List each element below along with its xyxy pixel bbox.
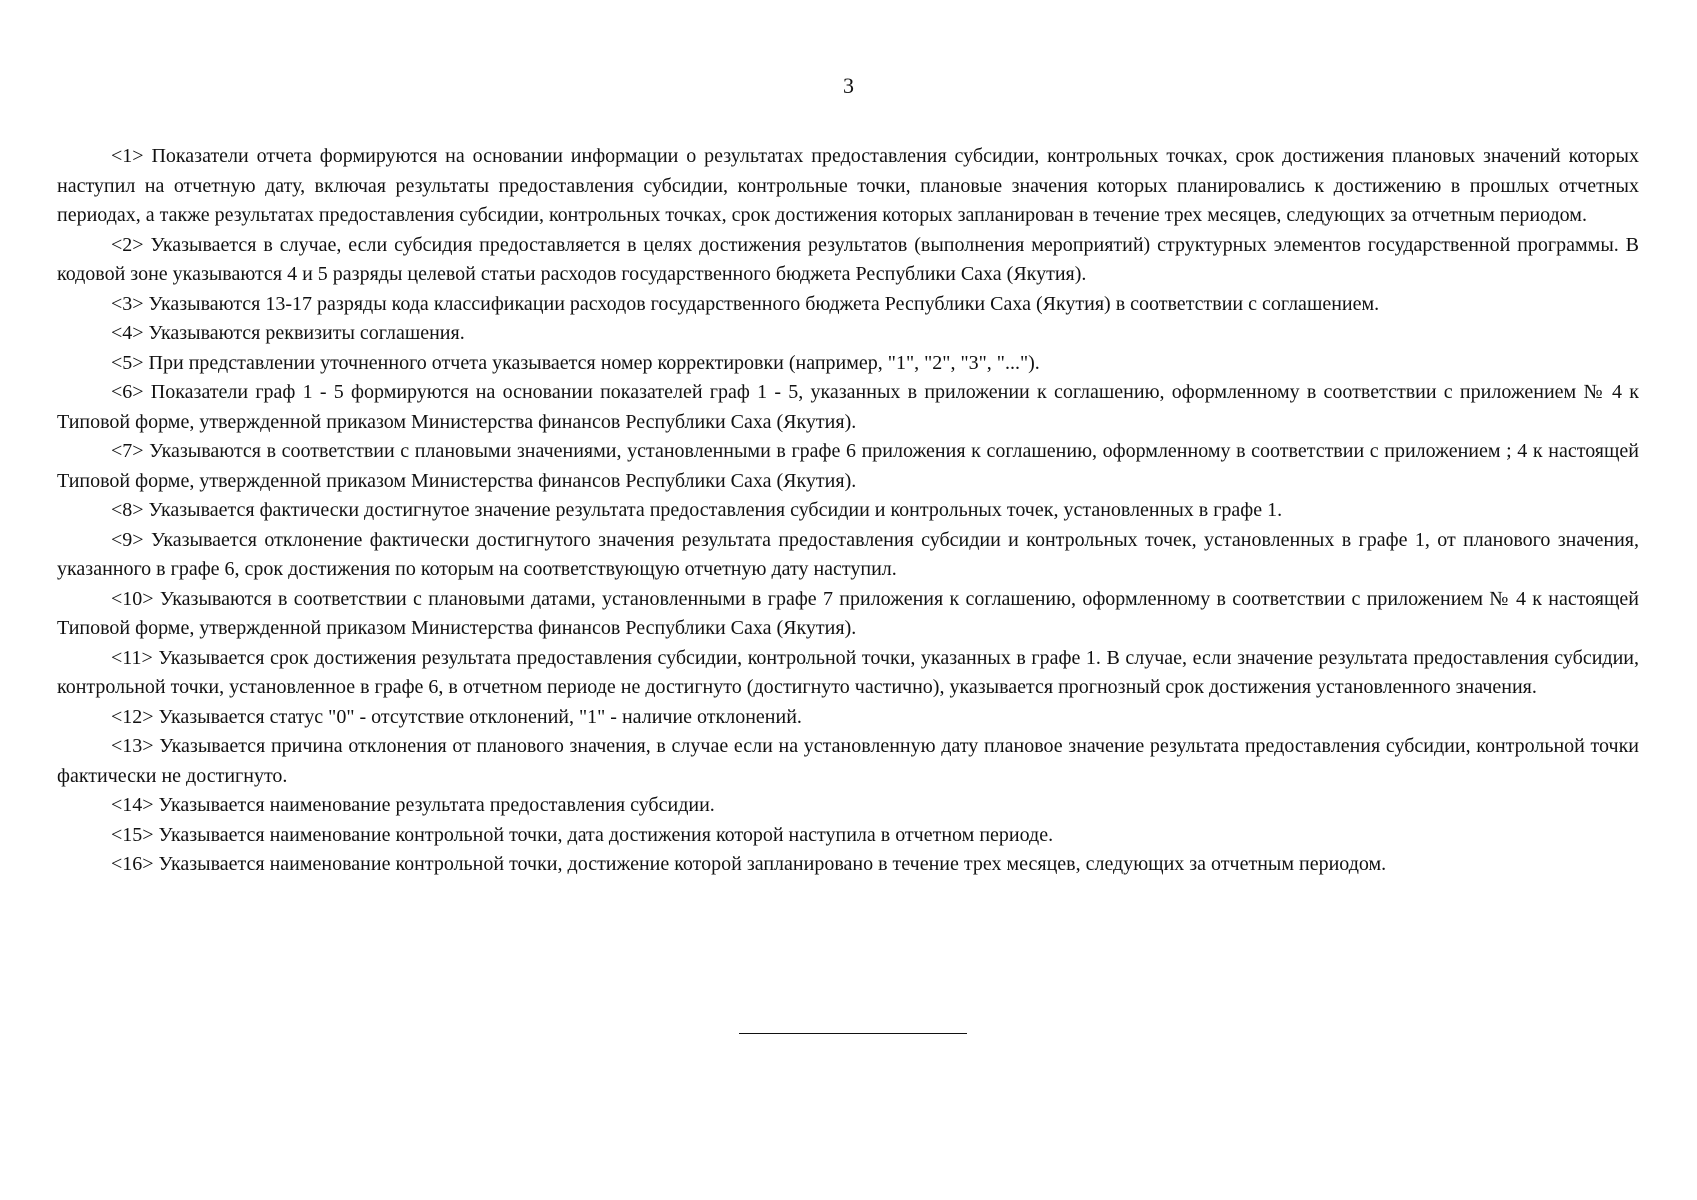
footnote-5: <5> При представлении уточненного отчета указывается номер корректировки (например, "1", "2", "3", "...").: [111, 351, 1040, 374]
footnote-16: <16> Указывается наименование контрольной точки, достижение которой запланировано в течение трех месяцев, следующих за отчетным периодом.: [111, 853, 1387, 875]
footnote-9: <9> Указывается отклонение фактически достигнутого значения результата предоставления субсидии и контрольных точек, установленных в графе 1, от планового значения, указанного в графе 6, срок достижения по которым на соответствующую отчетную дату наступил.: [57, 528, 1639, 580]
end-of-document-rule: [739, 1033, 967, 1034]
footnote-6: <6> Показатели граф 1 - 5 формируются на основании показателей граф 1 - 5, указанных в приложении к соглашению, оформленному в соответствии с приложением № 4 к Типовой форме, утвержденной приказом Министерства финансов Республики Саха (Якутия).: [57, 381, 1639, 433]
footnote-12: <12> Указывается статус "0" - отсутствие отклонений, "1" - наличие отклонений.: [111, 705, 802, 728]
footnote-15: <15> Указывается наименование контрольной точки, дата достижения которой наступила в отчетном периоде.: [111, 823, 1054, 846]
footnote-1: <1> Показатели отчета формируются на основании информации о результатах предоставления субсидии, контрольных точках, срок достижения плановых значений которых наступил на отчетную дату, включая результаты предоставления субсидии, контрольные точки, плановые значения которых планировались к достижению в прошлых отчетных периодах, а также результатах предоставления субсидии, контрольных точках, срок достижения которых запланирован в течение трех месяцев, следующих за отчетным периодом.: [57, 145, 1639, 226]
footnotes-section: [57, 142, 1639, 880]
footnote-13: <13> Указывается причина отклонения от планового значения, в случае если на установленную дату плановое значение результата предоставления субсидии, контрольной точки фактически не достигнуто.: [57, 735, 1639, 787]
footnote-11: <11> Указывается срок достижения результата предоставления субсидии, контрольной точки, указанных в графе 1. В случае, если значение результата предоставления субсидии, контрольной точки, установленное в графе 6, в отчетном периоде не достигнуто (достигнуто частично), указывается прогнозный срок достижения установленного значения.: [57, 646, 1639, 698]
footnote-10: <10> Указываются в соответствии с плановыми датами, установленными в графе 7 приложения к соглашению, оформленному в соответствии с приложением № 4 к настоящей Типовой форме, утвержденной приказом Министерства финансов Республики Саха (Якутия).: [57, 587, 1639, 639]
page-number: 3: [843, 73, 854, 98]
footnote-14: <14> Указывается наименование результата предоставления субсидии.: [111, 794, 715, 816]
footnote-4: <4> Указываются реквизиты соглашения.: [111, 322, 465, 344]
footnote-8: <8> Указывается фактически достигнутое значение результата предоставления субсидии и контрольных точек, установленных в графе 1.: [111, 499, 1283, 521]
footnote-3: <3> Указываются 13-17 разряды кода классификации расходов государственного бюджета Республики Саха (Якутия) в соответствии с соглашением.: [111, 292, 1380, 315]
footnote-2: <2> Указывается в случае, если субсидия предоставляется в целях достижения результатов (выполнения мероприятий) структурных элементов государственной программы. В кодовой зоне указываются 4 и 5 разряды целевой статьи расходов государственного бюджета Республики Саха (Якутия).: [57, 233, 1639, 285]
footnote-7: <7> Указываются в соответствии с плановыми значениями, установленными в графе 6 приложения к соглашению, оформленному в соответствии с приложением ; 4 к настоящей Типовой форме, утвержденной приказом Министерства финансов Республики Саха (Якутия).: [57, 440, 1639, 492]
